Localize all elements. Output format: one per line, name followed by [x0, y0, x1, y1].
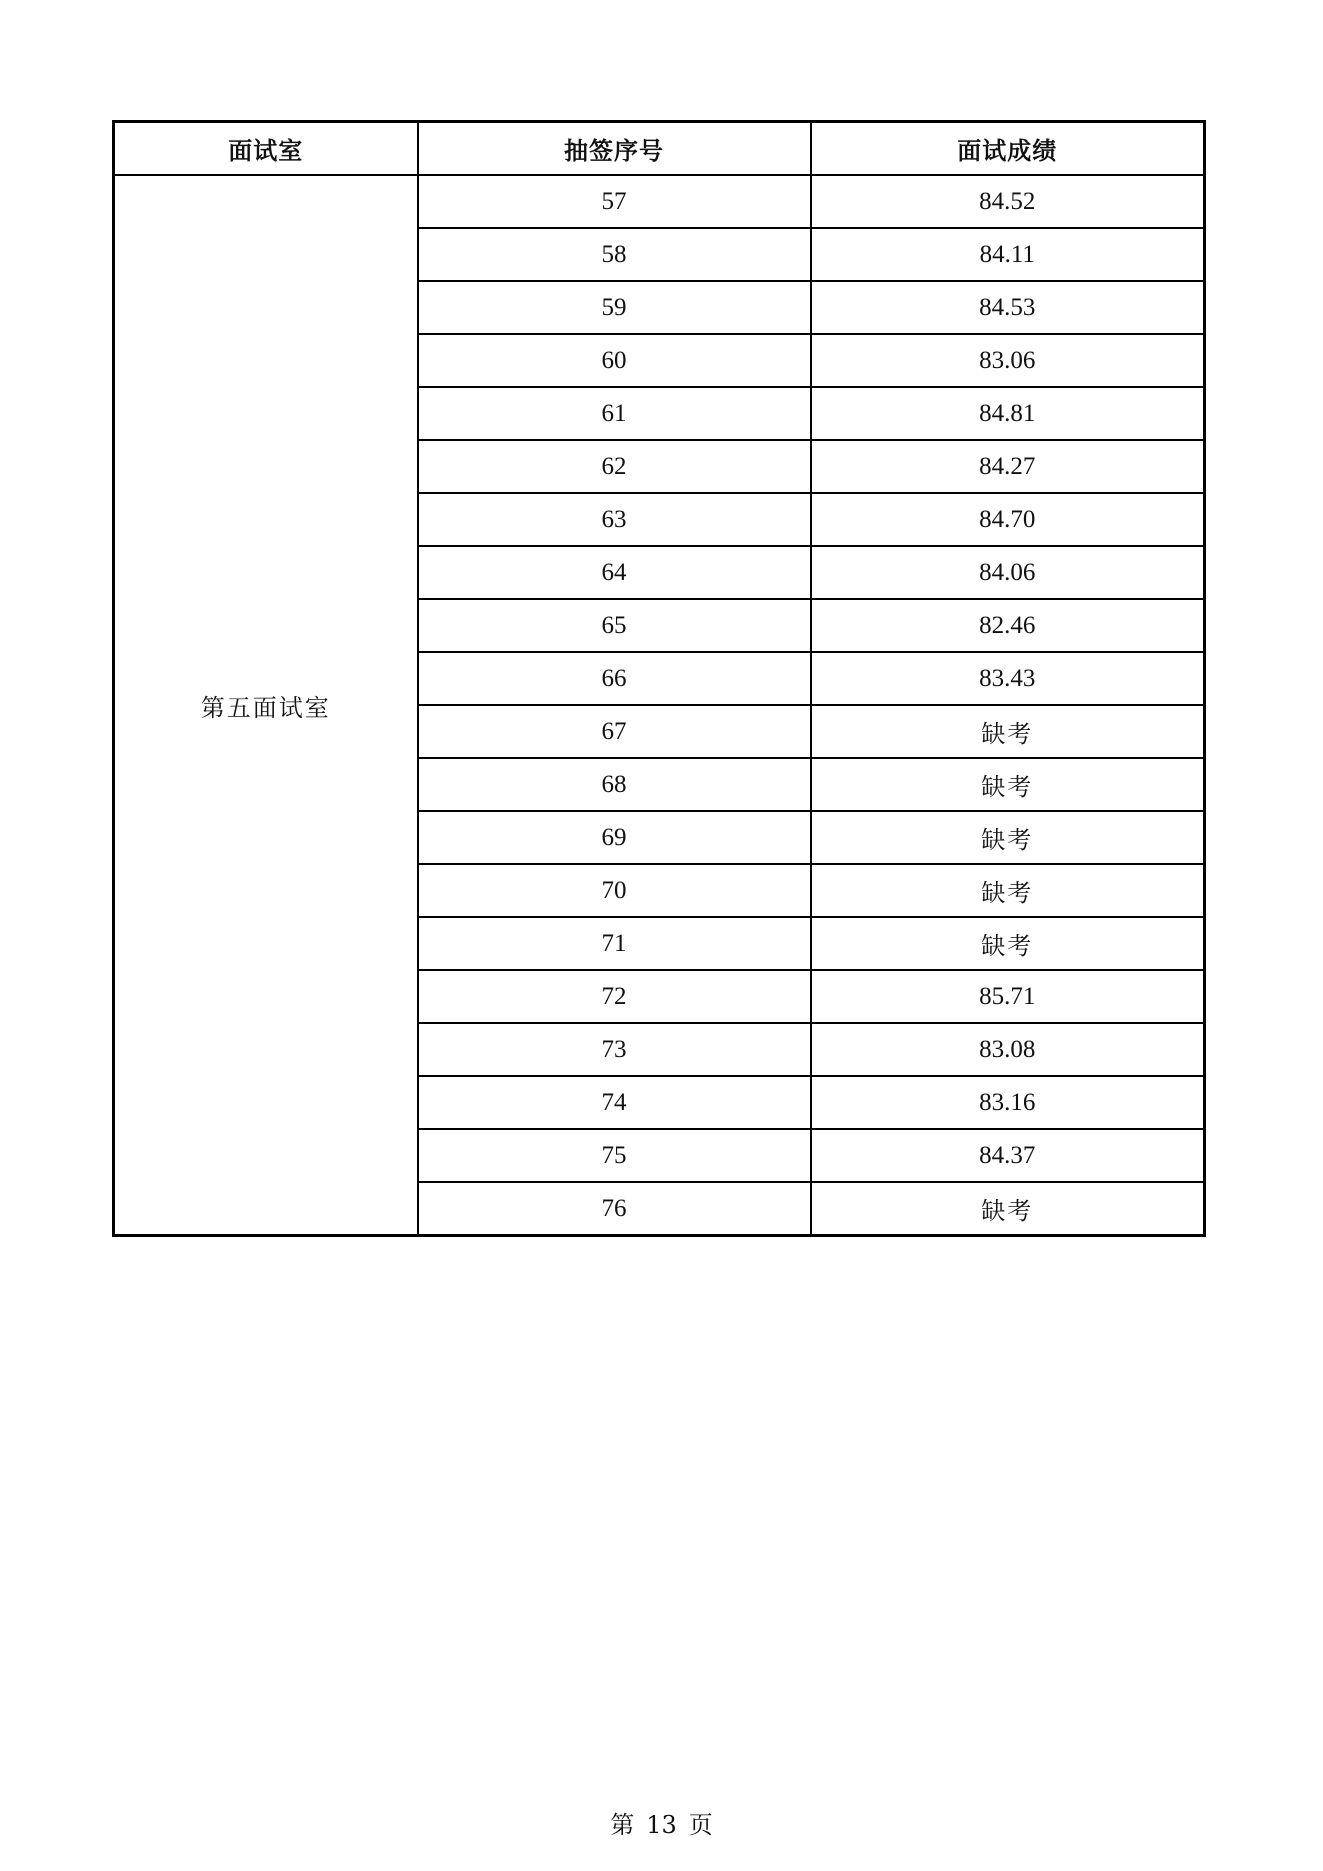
score-cell: 82.46	[811, 599, 1205, 652]
interview-score-table	[112, 120, 1206, 1237]
page-footer	[0, 1805, 1323, 1840]
draw-number-cell: 63	[418, 493, 811, 546]
header-draw-number: 抽签序号	[418, 122, 811, 176]
draw-number-cell: 69	[418, 811, 811, 864]
draw-number-cell: 62	[418, 440, 811, 493]
draw-number-cell: 57	[418, 175, 811, 228]
score-cell: 85.71	[811, 970, 1205, 1023]
score-cell: 缺考	[811, 705, 1205, 758]
draw-number-cell: 67	[418, 705, 811, 758]
score-cell: 缺考	[811, 758, 1205, 811]
header-room: 面试室	[114, 122, 418, 176]
score-cell: 84.27	[811, 440, 1205, 493]
draw-number-cell: 61	[418, 387, 811, 440]
draw-number-cell: 68	[418, 758, 811, 811]
draw-number-cell: 58	[418, 228, 811, 281]
draw-number-cell: 72	[418, 970, 811, 1023]
score-cell: 缺考	[811, 811, 1205, 864]
score-cell: 83.06	[811, 334, 1205, 387]
draw-number-cell: 71	[418, 917, 811, 970]
score-cell: 84.81	[811, 387, 1205, 440]
score-cell: 84.06	[811, 546, 1205, 599]
score-cell: 83.16	[811, 1076, 1205, 1129]
draw-number-cell: 66	[418, 652, 811, 705]
score-cell: 84.53	[811, 281, 1205, 334]
header-interview-score: 面试成绩	[811, 122, 1205, 176]
draw-number-cell: 74	[418, 1076, 811, 1129]
score-cell: 缺考	[811, 864, 1205, 917]
draw-number-cell: 75	[418, 1129, 811, 1182]
score-cell: 84.11	[811, 228, 1205, 281]
table-body	[114, 175, 1205, 1236]
page-number: 13	[646, 1811, 677, 1839]
room-name-cell: 第五面试室	[114, 175, 418, 1236]
draw-number-cell: 76	[418, 1182, 811, 1236]
score-cell: 83.43	[811, 652, 1205, 705]
draw-number-cell: 60	[418, 334, 811, 387]
score-cell: 84.52	[811, 175, 1205, 228]
draw-number-cell: 65	[418, 599, 811, 652]
footer-suffix: 页	[688, 1811, 713, 1839]
draw-number-cell: 70	[418, 864, 811, 917]
score-cell: 84.70	[811, 493, 1205, 546]
score-cell: 缺考	[811, 1182, 1205, 1236]
draw-number-cell: 64	[418, 546, 811, 599]
table-row	[114, 175, 1205, 228]
score-cell: 缺考	[811, 917, 1205, 970]
draw-number-cell: 73	[418, 1023, 811, 1076]
score-cell: 84.37	[811, 1129, 1205, 1182]
footer-prefix: 第	[610, 1811, 635, 1839]
table-header-row	[114, 122, 1205, 176]
score-cell: 83.08	[811, 1023, 1205, 1076]
draw-number-cell: 59	[418, 281, 811, 334]
